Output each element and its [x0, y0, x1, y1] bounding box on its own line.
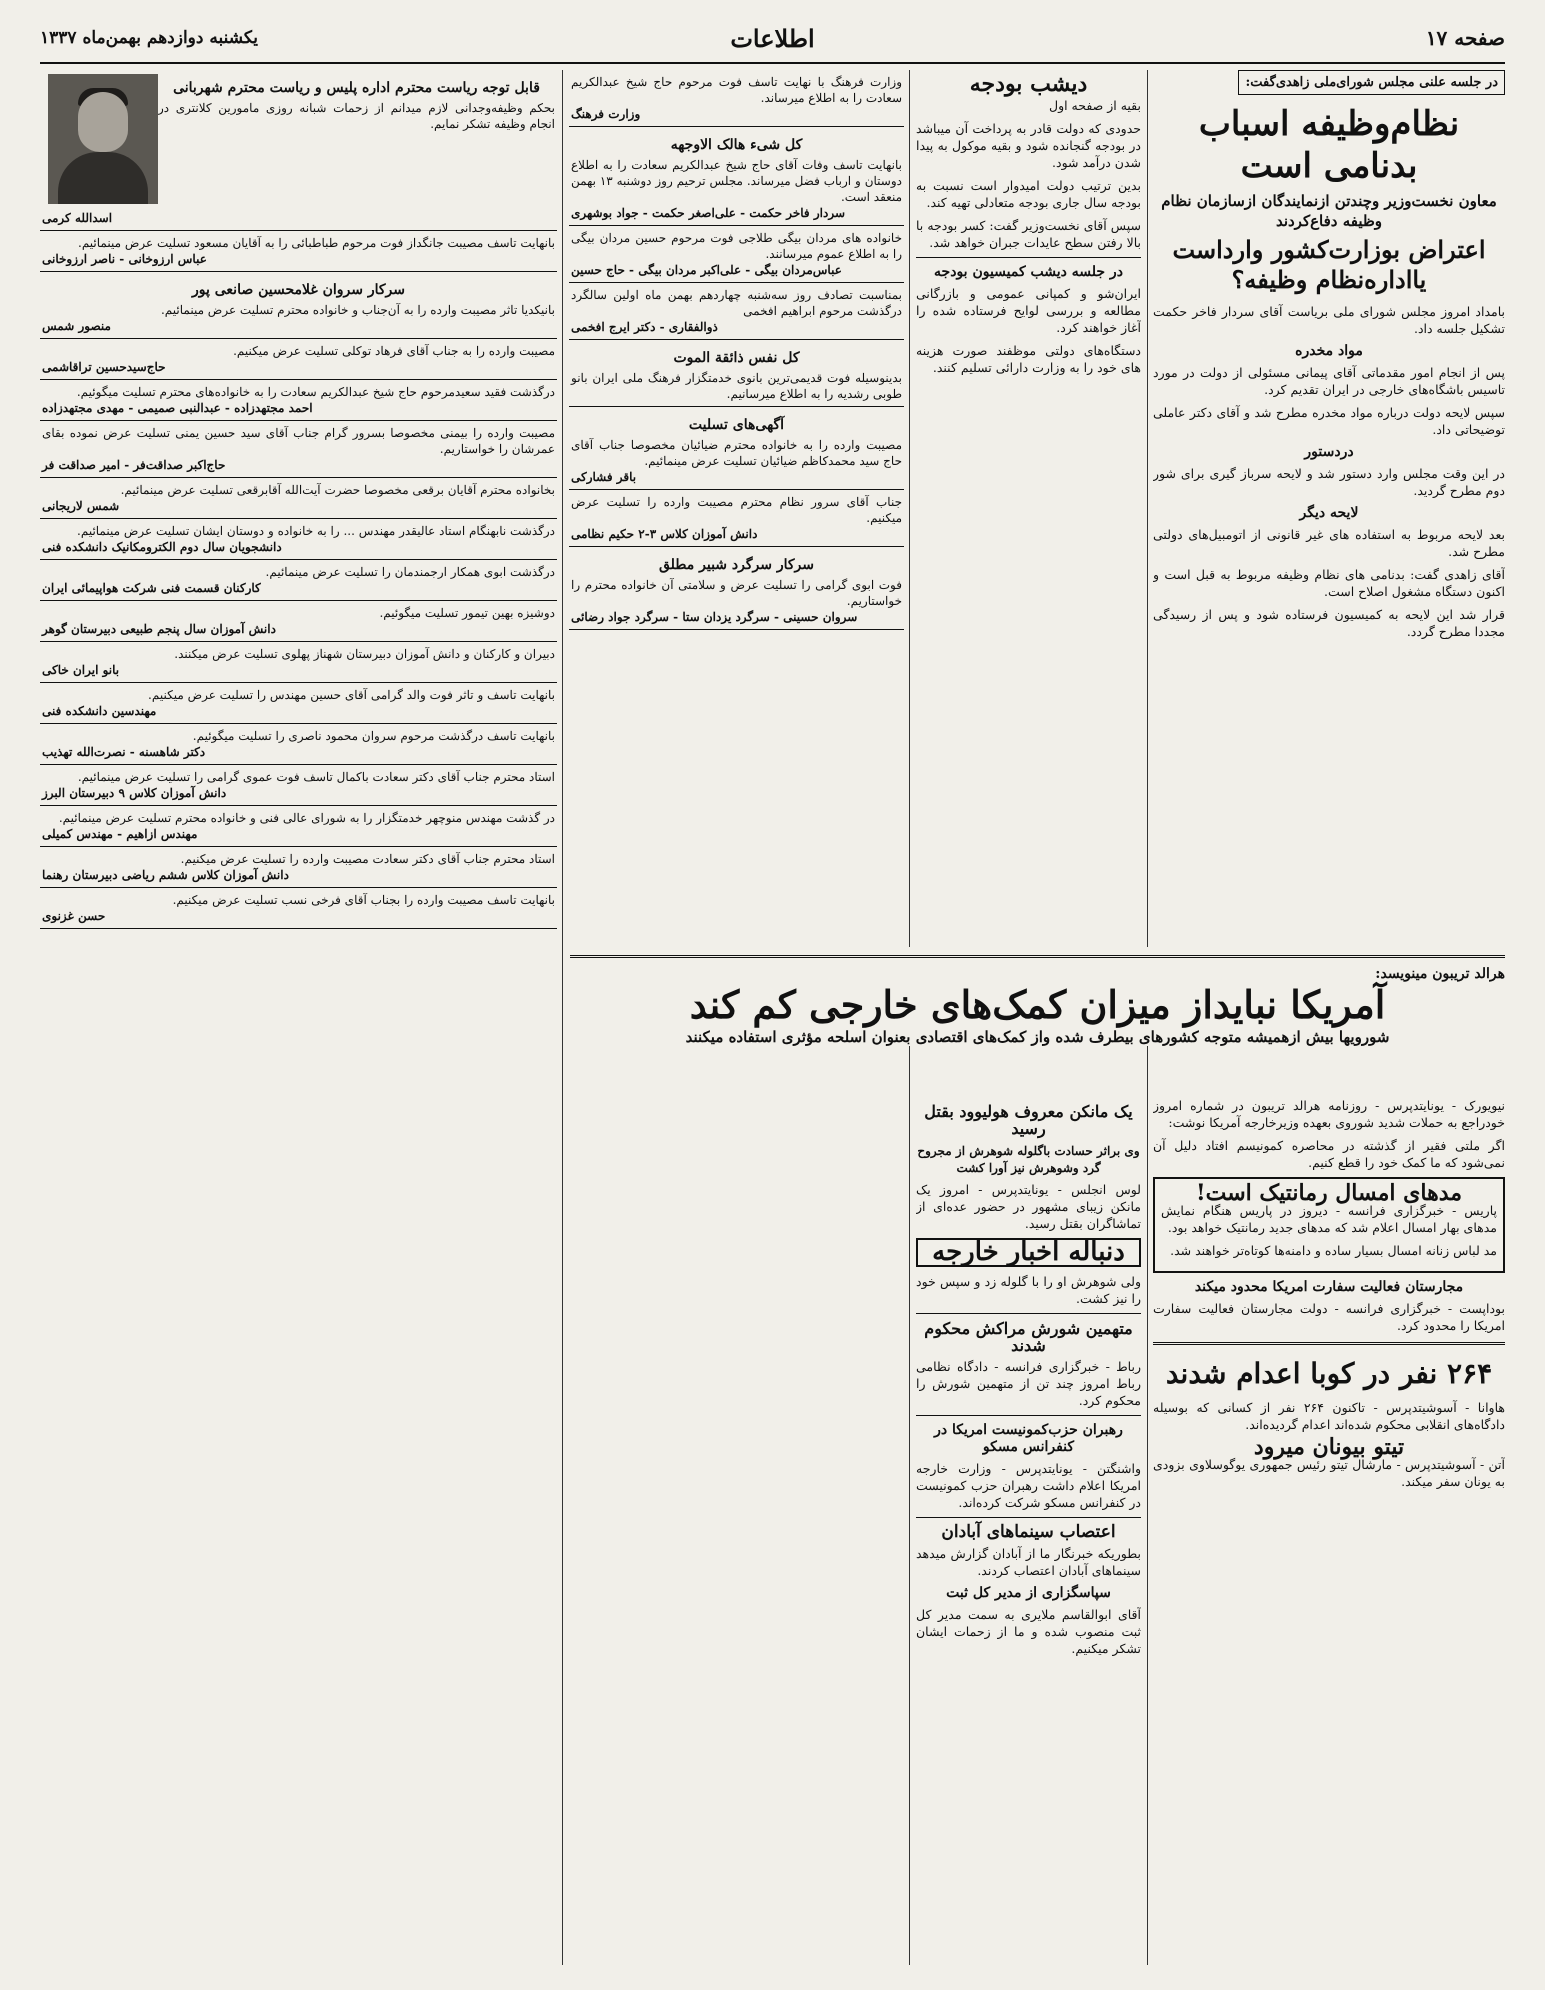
- announcement: [40, 724, 557, 765]
- lead-headline: نظام‌وظیفه اسباب بدنامی است: [1198, 104, 1460, 186]
- announcement: [569, 340, 904, 407]
- announcement-text: بانیکدیا تاثر مصیبت وارده را به آن‌جناب و خانواده محترم تسلیت عرض مینمائیم.: [160, 303, 555, 317]
- announcement: [40, 339, 557, 380]
- page-number: صفحه ١٧: [1425, 26, 1505, 50]
- announcement-text: استاد محترم جناب آقای دکتر سعادت باکمال تاسف فوت عموی گرامی را تسلیت عرض مینمائیم.: [77, 770, 555, 784]
- communist-paragraph: واشنگتن - یونایتدپرس - وزارت خارجه امریکا اعلام داشت رهبران حزب کمونیست در کنفرانس مسکو شرکت کرده‌اند.: [916, 1461, 1141, 1510]
- communist-title: رهبران حزب‌کمونیست امریکا در کنفرانس مسکو: [934, 1422, 1123, 1455]
- wide-subhead: شورویها بیش ازهمیشه متوجه کشورهای بیطرف شده واز کمک‌های اقتصادی بعنوان اسلحه مؤثری استفاده میکنند: [685, 1028, 1390, 1046]
- announcement-text: بانهایت تاسف درگذشت مرحوم سروان محمود ناصری را تسلیت میگوئیم.: [192, 729, 555, 743]
- announcement: [40, 519, 557, 560]
- lead-big-subhead: اعتراض بوزارت‌کشور وارداست یااداره‌نظام وظیفه؟: [1172, 235, 1486, 294]
- budget-paragraph: سپس آقای نخست‌وزیر گفت: کسر بودجه با بالا رفتن سطح عایدات جبران خواهد شد.: [916, 218, 1141, 250]
- newspaper-page: [40, 22, 1505, 1967]
- announcement-text: بانهایت تاسف وفات آقای حاج شیخ عبدالکریم سعادت را به اطلاع دوستان و ارباب فضل میرساند. مجلس ترحیم روز دوشنبه ۱۳ بهمن منعقد است.: [571, 158, 902, 204]
- announcement: [40, 272, 557, 339]
- announcement-signature: مهندس ازاهیم - مهندس کمیلی: [42, 827, 198, 841]
- section-heading: لایحه دیگر: [1299, 505, 1359, 521]
- lead-paragraph: در این وقت مجلس وارد دستور شد و لایحه سرباز گیری برای شور دوم مطرح گردید.: [1153, 466, 1505, 498]
- announcement-text: بانهایت تاسف و تاثر فوت والد گرامی آقای حسین مهندس را تسلیت عرض میکنیم.: [148, 688, 555, 702]
- announcement: [40, 478, 557, 519]
- cuba-headline: ۲۶۴ نفر در کوبا اعدام شدند: [1165, 1357, 1493, 1390]
- announcement: [569, 283, 904, 340]
- tito-paragraph: آتن - آسوشیتدپرس - مارشال تیتو رئیس جمهوری یوگوسلاوی بزودی به یونان سفر میکند.: [1153, 1457, 1505, 1489]
- announcement: [40, 888, 557, 929]
- announcement-signature: احمد مجتهدزاده - عبدالنبی صمیمی - مهدی مجتهدزاده: [42, 401, 313, 415]
- budget-title: دیشب بودجه: [969, 71, 1088, 97]
- announcement: [569, 226, 904, 283]
- lead-paragraph: پس از انجام امور مقدماتی آقای پیمانی مسئولی از دولت در مورد تاسیس باشگاه‌های خارجی در ایران تقدیم کرد.: [1153, 365, 1505, 397]
- divider: [916, 1517, 1141, 1518]
- announcement-signature: دانش آموزان سال پنجم طبیعی دبیرستان گوهر: [42, 622, 276, 636]
- lead-paragraph: قرار شد این لایحه به کمیسیون فرستاده شود و پس از رسیدگی مجددا مطرح گردد.: [1153, 607, 1505, 639]
- announcement-text: درگذشت ابوی همکار ارجمندمان را تسلیت عرض مینمائیم.: [265, 565, 555, 579]
- announcement: [40, 847, 557, 888]
- embassy-paragraph: بوداپست - خبرگزاری فرانسه - دولت مجارستان فعالیت سفارت امریکا را محدود کرد.: [1153, 1301, 1505, 1333]
- wide-paragraph: اگر ملتی فقیر از گذشته در محاصره کمونیسم افتاد دلیل آن نمی‌شود که ما کمک خود را قطع کنیم.: [1153, 1138, 1505, 1170]
- foreign-news-head: دنباله اخبار خارجه: [916, 1238, 1141, 1267]
- announcement-text: دوشیزه بهین تیمور تسلیت میگوئیم.: [379, 606, 555, 620]
- wide-source: هرالد تریبون مینویسد:: [1375, 966, 1505, 982]
- announcement-signature: دانشجویان سال دوم الکترومکانیک دانشکده فنی: [42, 540, 282, 554]
- embassy-title: مجارستان فعالیت سفارت امریکا محدود میکند: [1194, 1279, 1464, 1295]
- divider: [916, 1313, 1141, 1314]
- cinema-paragraph: بطوریکه خبرنگار ما از آبادان گزارش میدهد سینماهای آبادان اعتصاب کردند.: [916, 1546, 1141, 1578]
- announcement-signature: حاج‌اکبر صداقت‌فر - امیر صداقت فر: [42, 458, 226, 472]
- announcement-signature: اسدالله کرمی: [42, 211, 113, 225]
- budget-paragraph: دستگاه‌های دولتی موظفند صورت هزینه های خود را به وزارت دارائی تسلیم کنند.: [916, 343, 1141, 375]
- announcement-signature: سردار فاخر حکمت - علی‌اصغر حکمت - جواد بوشهری: [571, 206, 845, 220]
- announcement-signature: عباس‌مردان بیگی - علی‌اکبر مردان بیگی - حاج حسین: [571, 263, 842, 277]
- lead-paragraph: سپس لایحه دولت درباره مواد مخدره مطرح شد و آقای دکتر عاملی توضیحاتی داد.: [1153, 405, 1505, 437]
- announcement-text: مصیبت وارده را به خانواده محترم ضیائیان مخصوصا جناب آقای حاج سید محمدکاظم ضیائیان تسلیت عرض مینمائیم.: [571, 438, 902, 468]
- section-heading: مواد مخدره: [1295, 343, 1363, 359]
- fashion-box: [1153, 1177, 1505, 1273]
- tito-title: تیتو بیونان میرود: [1253, 1434, 1405, 1460]
- divider: [570, 955, 1505, 958]
- wide-paragraph: نیویورک - یونایتدپرس - روزنامه هرالد تریبون در شماره امروز خودراجع به حملات شدید شوروی بعهده وزیرخارجه آمریکا نوشت:: [1153, 1098, 1505, 1130]
- announcement: [569, 490, 904, 547]
- announcement-signature: دکتر شاهسنه - نصرت‌الله تهذیب: [42, 745, 206, 759]
- letter-title: سپاسگزاری از مدیر کل ثبت: [946, 1585, 1111, 1601]
- announcement: [40, 380, 557, 421]
- announcement-signature: وزارت فرهنگ: [571, 107, 641, 121]
- announcement-text: درگذشت نابهنگام استاد عالیقدر مهندس ... را به خانواده و دوستان ایشان تسلیت عرض مینمائیم.: [77, 524, 555, 538]
- cinema-title: اعتصاب سینماهای آبادان: [941, 1522, 1116, 1542]
- announcement: [569, 407, 904, 490]
- lead-paragraph: آقای زاهدی گفت: بدنامی های نظام وظیفه مربوط به قبل است و اکنون دستگاه مشغول اصلاح است.: [1153, 567, 1505, 599]
- announcement-signature: دانش آموزان کلاس ششم ریاضی دبیرستان رهنما: [42, 868, 289, 882]
- announcement: [40, 70, 557, 231]
- announcement-signature: دانش آموزان کلاس ۹ دبیرستان البرز: [42, 786, 227, 800]
- fashion-paragraph: پاریس - خبرگزاری فرانسه - دیروز در پاریس هنگام نمایش مدهای بهار امسال اعلام شد که مدهای جدید رمانتیک خواهد بود.: [1161, 1203, 1497, 1235]
- announcement-text: درگذشت فقید سعیدمرحوم حاج شیخ عبدالکریم سعادت را به خانواده‌های محترم تسلیت میگوئیم.: [76, 385, 555, 399]
- announcement-title: سرکار سروان غلامحسین صانعی پور: [192, 282, 405, 298]
- hollywood-title: یک مانکن معروف هولیوود بقتل رسید: [924, 1102, 1133, 1138]
- announcement-text: بدینوسیله فوت قدیمی‌ترین بانوی خدمتگزار فرهنگ ملی ایران بانو طوبی رشدیه را به اطلاع میرسانیم.: [571, 371, 902, 401]
- lower-middle-column: [916, 1097, 1141, 1967]
- announcement-text: بانهایت تاسف مصیبت وارده را بجناب آقای فرخی نسب تسلیت عرض میکنیم.: [172, 893, 555, 907]
- fashion-title: مدهای امسال رمانتیک است!: [1195, 1180, 1463, 1206]
- announcement-text: در گذشت مهندس منوچهر خدمتگزار را به شورای عالی فنی و خانواده محترم تسلیت عرض مینمائیم.: [58, 811, 555, 825]
- hollywood-subtitle: وی براثر حسادت باگلوله شوهرش از مجروح گرد وشوهرش نیز آورا کشت: [917, 1144, 1140, 1175]
- announcement: [40, 765, 557, 806]
- announcement-text: وزارت فرهنگ با نهایت تاسف فوت مرحوم حاج شیخ عبدالکریم سعادت را به اطلاع میرساند.: [571, 75, 902, 105]
- lead-paragraph: بامداد امروز مجلس شورای ملی بریاست آقای سردار فاخر حکمت تشکیل جلسه داد.: [1153, 304, 1505, 336]
- announcement-text: مصیبت وارده را به جناب آقای فرهاد توکلی تسلیت عرض میکنیم.: [233, 344, 555, 358]
- column-classifieds: [40, 70, 557, 1965]
- announcement-signature: عباس ارزوخانی - ناصر ارزوخانی: [42, 252, 207, 266]
- announcement-title: قابل توجه ریاست محترم اداره پلیس و ریاست محترم شهربانی: [173, 80, 540, 96]
- announcement-text: دبیران و کارکنان و دانش آموزان دبیرستان شهناز پهلوی تسلیت عرض میکنند.: [174, 647, 555, 661]
- letter-paragraph: آقای ابوالقاسم ملایری به سمت مدیر کل ثبت منصوب شده و ما از زحمات ایشان تشکر میکنیم.: [916, 1607, 1141, 1656]
- announcement-signature: منصور شمس: [42, 319, 111, 333]
- announcement-title: آگهی‌های تسلیت: [688, 417, 785, 433]
- issue-date: یکشنبه دوازدهم بهمن‌ماه ١٣٣٧: [40, 28, 259, 48]
- hollywood-paragraph: ولی شوهرش او را با گلوله زد و سپس خود را نیز کشت.: [916, 1274, 1141, 1306]
- announcement-title: کل نفس ذائقة الموت: [673, 350, 800, 366]
- morocco-paragraph: رباط - خبرگزاری فرانسه - دادگاه نظامی رباط امروز چند تن از متهمین شورش را محکوم کرد.: [916, 1359, 1141, 1408]
- divider: [916, 257, 1141, 258]
- announcement-signature: حسن غزنوی: [42, 909, 106, 923]
- announcement: [569, 70, 904, 127]
- budget-paragraph: ایران‌شو و کمپانی عمومی و بازرگانی مطالعه و بررسی لوایح فرستاده شده را آغاز خواهند کرد.: [916, 286, 1141, 335]
- lead-subhead: معاون نخست‌وزیر وچندتن ازنمایندگان ازسازمان نظام وظیفه دفاع‌کردند: [1161, 192, 1497, 230]
- announcement: [569, 127, 904, 226]
- section-heading: دردستور: [1304, 444, 1354, 460]
- announcement-title: سرکار سرگرد شبیر مطلق: [658, 557, 815, 573]
- announcement-signature: ذوالفقاری - دکتر ایرج افخمی: [571, 320, 718, 334]
- announcement-text: فوت ابوی گرامی را تسلیت عرض و سلامتی آن خانواده محترم را خواستاریم.: [571, 578, 902, 608]
- portrait-photo: [48, 74, 158, 204]
- masthead: [40, 22, 1505, 64]
- cuba-paragraph: هاوانا - آسوشیتدپرس - تاکنون ۲۶۴ نفر از کسانی که بوسیله دادگاه‌های انقلابی محکوم شده‌اند اعدام گردیده‌اند.: [1153, 1400, 1505, 1432]
- column-rule: [562, 70, 563, 1965]
- announcement: [40, 231, 557, 272]
- wide-headline: آمریکا نبایداز میزان کمک‌های خارجی کم کند: [689, 982, 1386, 1027]
- announcement: [40, 642, 557, 683]
- announcement-signature: کارکنان قسمت فنی شرکت هواپیمائی ایران: [42, 581, 261, 595]
- announcement-signature: شمس لاریجانی: [42, 499, 120, 513]
- lead-paragraph: بعد لایحه مربوط به استفاده های غیر قانونی از اتومبیل‌های دولتی مطرح شد.: [1153, 527, 1505, 559]
- lead-kicker: در جلسه علنی مجلس شورای‌ملی زاهدی‌گفت:: [1238, 70, 1505, 95]
- divider: [1153, 1342, 1505, 1345]
- announcement-text: بخانواده محترم آقایان برقعی مخصوصا حضرت آیت‌الله آقابرقعی تسلیت عرض مینمائیم.: [120, 483, 555, 497]
- announcement: [40, 683, 557, 724]
- wide-headline-block: [570, 947, 1505, 1046]
- announcement-text: خانواده های مردان بیگی طلاجی فوت مرحوم حسین مردان بیگی را به اطلاع عموم میرسانند.: [571, 231, 902, 261]
- announcement: [40, 560, 557, 601]
- budget-paragraph: بقیه از صفحه اول: [1048, 98, 1141, 113]
- announcement-title: کل شیء هالک الاوجهه: [670, 137, 803, 153]
- announcement-signature: سروان حسینی - سرگرد یزدان ستا - سرگرد جواد رضائی: [571, 610, 858, 624]
- announcement-signature: باقر فشارکی: [571, 470, 637, 484]
- announcement-signature: دانش آموزان کلاس ۳-۲ حکیم نظامی: [571, 527, 758, 541]
- newspaper-name: اطلاعات: [730, 24, 815, 53]
- hollywood-paragraph: لوس انجلس - یونایتدپرس - امروز یک مانکن زیبای مشهور در حضور عده‌ای از تماشاگران بقتل رسید.: [916, 1182, 1141, 1231]
- announcement: [40, 421, 557, 478]
- announcement-text: جناب آقای سرور نظام محترم مصیبت وارده را تسلیت عرض میکنیم.: [571, 495, 902, 525]
- announcement-text: استاد محترم جناب آقای دکتر سعادت مصیبت وارده را تسلیت عرض میکنیم.: [180, 852, 555, 866]
- announcement: [40, 806, 557, 847]
- announcement: [40, 601, 557, 642]
- announcement-text: بحکم وظیفه‌وجدانی لازم میدانم از زحمات شبانه روزی مامورین کلانتری در انجام وظیفه تشکر نمایم.: [158, 101, 555, 131]
- announcement-text: مصیبت وارده را بیمنی مخصوصا بسرور گرام جناب آقای سید حسین یمنی تسلیت عرض نموده بقای عمرشان را خواستاریم.: [42, 426, 555, 456]
- announcement: [569, 547, 904, 630]
- announcement-signature: حاج‌سید‌حسین تراقاشمی: [42, 360, 166, 374]
- announcement-signature: مهندسین دانشکده فنی: [42, 704, 157, 718]
- announcement-text: بمناسبت تصادف روز سه‌شنبه چهاردهم بهمن ماه اولین سالگرد درگذشت مرحوم ابراهیم افخمی: [571, 288, 902, 318]
- budget-subheading: در جلسه دیشب کمیسیون بودجه: [934, 264, 1123, 280]
- lower-right-column: [1153, 1097, 1505, 1967]
- budget-paragraph: بدین ترتیب دولت امیدوار است نسبت به بودجه سال جاری بودجه متعادلی تهیه کند.: [916, 178, 1141, 210]
- divider: [916, 1415, 1141, 1416]
- announcement-text: بانهایت تاسف مصیبت جانگداز فوت مرحوم طباطبائی را به آقایان مسعود تسلیت عرض مینمائیم.: [78, 236, 555, 250]
- budget-paragraph: حدودی که دولت قادر به پرداخت آن میباشد در بودجه گنجانده شود و بقیه موکول به پیدا شدن درآمد شود.: [916, 121, 1141, 170]
- fashion-paragraph: مد لباس زنانه امسال بسیار ساده و دامنه‌ها کوتاه‌تر خواهند شد.: [1170, 1243, 1497, 1258]
- announcement-signature: بانو ایران خاکی: [42, 663, 120, 677]
- morocco-title: متهمین شورش مراکش محکوم شدند: [924, 1319, 1133, 1355]
